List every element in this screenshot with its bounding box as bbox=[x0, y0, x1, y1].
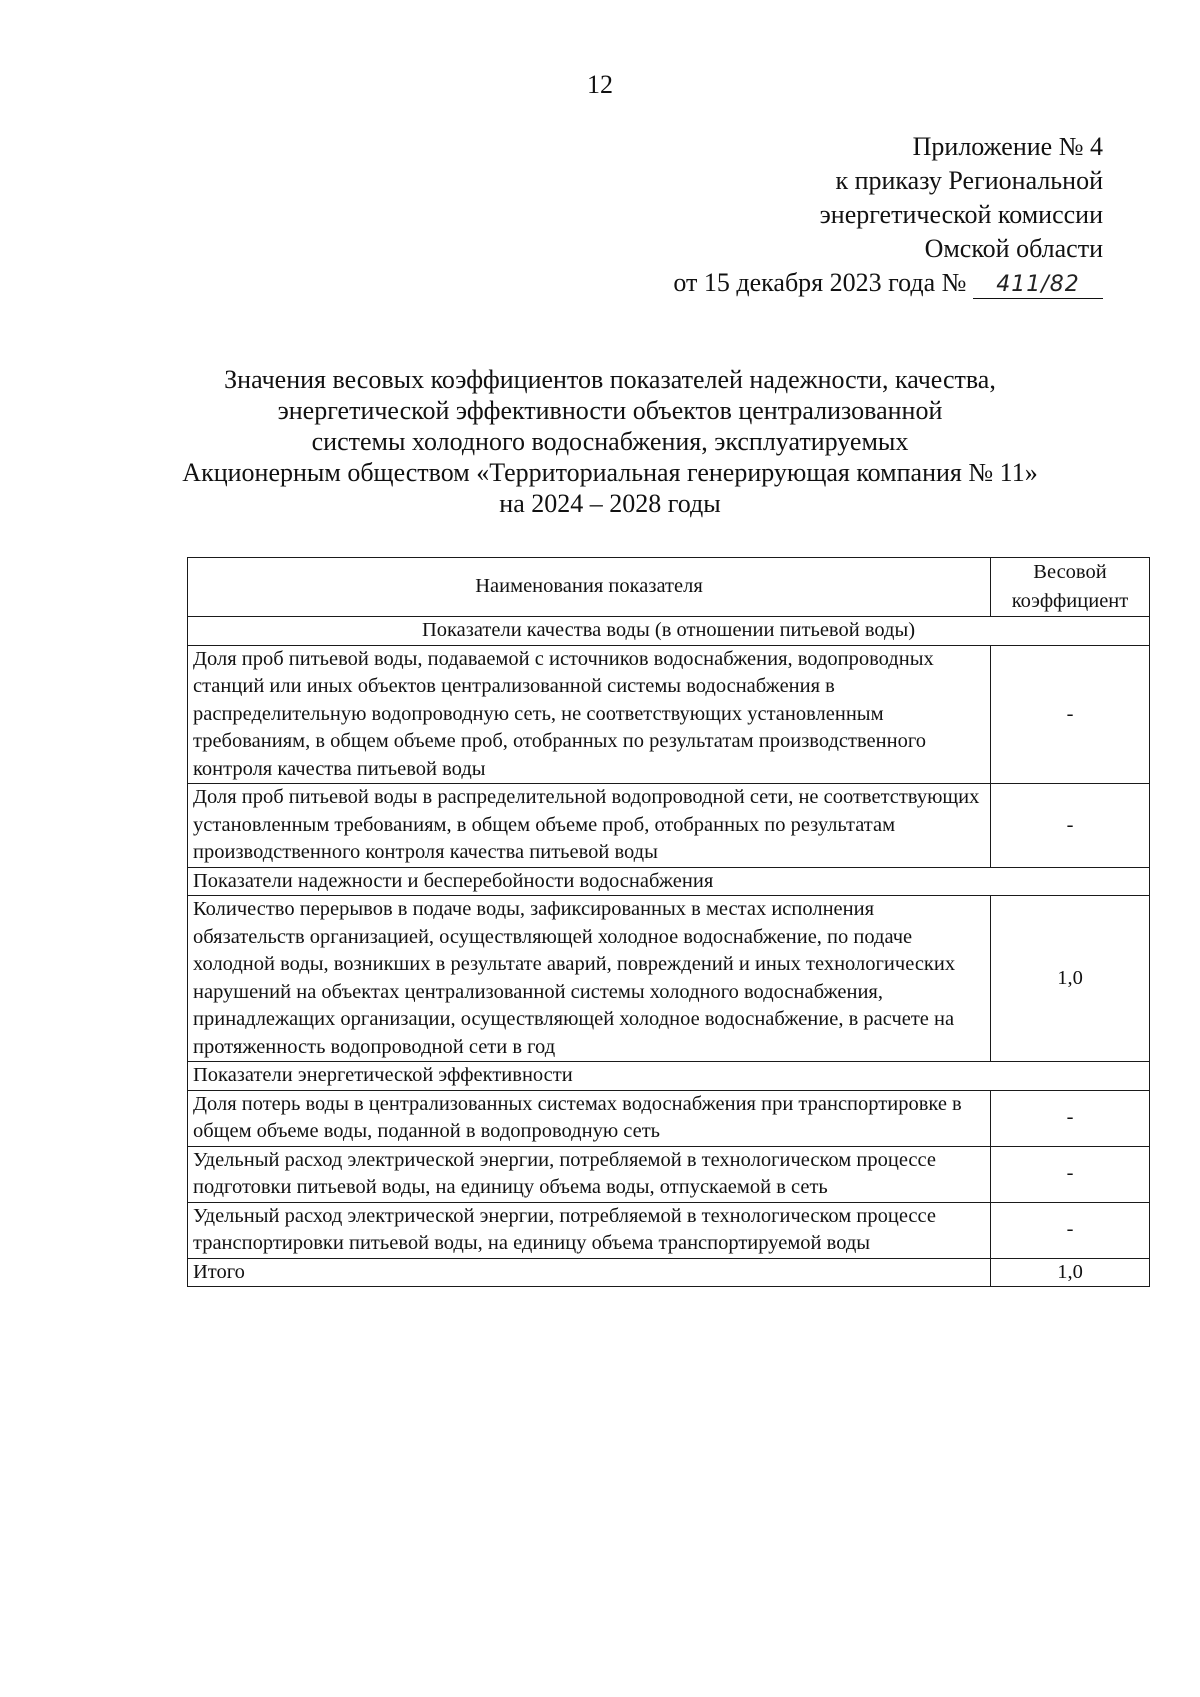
table-row bbox=[188, 1146, 1150, 1202]
table-row bbox=[188, 1202, 1150, 1258]
table-row bbox=[188, 784, 1150, 868]
header-weight bbox=[991, 558, 1150, 617]
header-indicator-name: Наименования показателя bbox=[188, 558, 991, 617]
indicator-weight: - bbox=[991, 1090, 1150, 1146]
indicator-name: Доля потерь воды в централизованных системах водоснабжения при транспортировке в общем объеме воды, поданной в водопроводную сеть bbox=[188, 1090, 991, 1146]
total-value: 1,0 bbox=[991, 1258, 1150, 1287]
indicator-name: Количество перерывов в подаче воды, зафиксированных в местах исполнения обязательств организацией, осуществляющей холодное водоснабжение, по подаче холодной воды, возникших в результате аварий, повреждений и иных технологических нарушений на объектах централизованной системы холодного водоснабжения, принадлежащих организации, осуществляющей холодное водоснабжение, в расчете на протяженность водопроводной сети в год bbox=[188, 896, 991, 1062]
annex-order-ref: к приказу Региональной bbox=[835, 166, 1103, 195]
annex-commission: энергетической комиссии bbox=[819, 200, 1103, 229]
title-line-5: на 2024 – 2028 годы bbox=[499, 489, 721, 518]
section-row-reliability bbox=[188, 867, 1150, 896]
section-water-quality: Показатели качества воды (в отношении питьевой воды) bbox=[188, 617, 1150, 646]
title-line-2: энергетической эффективности объектов централизованной bbox=[277, 396, 943, 425]
indicator-name: Удельный расход электрической энергии, потребляемой в технологическом процессе подготовки питьевой воды, на единицу объема воды, отпускаемой в сеть bbox=[188, 1146, 991, 1202]
indicator-name: Доля проб питьевой воды, подаваемой с источников водоснабжения, водопроводных станций или иных объектов централизованной системы водоснабжения в распределительную водопроводную сеть, не соответствующих установленным требованиям, в общем объеме проб, отобранных по результатам производственного контроля качества питьевой воды bbox=[188, 645, 991, 784]
page-number: 12 bbox=[587, 70, 613, 99]
weights-table bbox=[187, 557, 1150, 1287]
section-energy-efficiency: Показатели энергетической эффективности bbox=[188, 1062, 1150, 1091]
indicator-name: Удельный расход электрической энергии, потребляемой в технологическом процессе транспортировки питьевой воды, на единицу объема транспортируемой воды bbox=[188, 1202, 991, 1258]
document-title bbox=[160, 364, 1060, 519]
table-header-row bbox=[188, 558, 1150, 617]
annex-block bbox=[503, 130, 1103, 300]
annex-number: Приложение № 4 bbox=[912, 132, 1103, 161]
annex-date: от 15 декабря 2023 года № bbox=[673, 268, 973, 297]
section-reliability: Показатели надежности и бесперебойности водоснабжения bbox=[188, 867, 1150, 896]
table-row bbox=[188, 1090, 1150, 1146]
annex-region: Омской области bbox=[924, 234, 1103, 263]
indicator-weight: - bbox=[991, 645, 1150, 784]
indicator-weight: - bbox=[991, 1202, 1150, 1258]
indicator-weight: 1,0 bbox=[991, 896, 1150, 1062]
header-weight-line1: Весовой bbox=[1033, 561, 1107, 583]
header-weight-line2: коэффициент bbox=[1011, 590, 1129, 612]
title-line-4: Акционерным обществом «Территориальная генерирующая компания № 11» bbox=[182, 458, 1038, 487]
title-line-1: Значения весовых коэффициентов показателей надежности, качества, bbox=[224, 365, 996, 394]
title-line-3: системы холодного водоснабжения, эксплуатируемых bbox=[311, 427, 909, 456]
handwritten-order-number: 411/82 bbox=[973, 272, 1103, 299]
section-row-quality bbox=[188, 617, 1150, 646]
section-row-energy bbox=[188, 1062, 1150, 1091]
total-row bbox=[188, 1258, 1150, 1287]
annex-date-line bbox=[503, 266, 1103, 300]
indicator-weight: - bbox=[991, 784, 1150, 868]
total-label: Итого bbox=[188, 1258, 991, 1287]
indicator-name: Доля проб питьевой воды в распределительной водопроводной сети, не соответствующих установленным требованиям, в общем объеме проб, отобранных по результатам производственного контроля качества питьевой воды bbox=[188, 784, 991, 868]
table-row bbox=[188, 645, 1150, 784]
indicator-weight: - bbox=[991, 1146, 1150, 1202]
table-row bbox=[188, 896, 1150, 1062]
